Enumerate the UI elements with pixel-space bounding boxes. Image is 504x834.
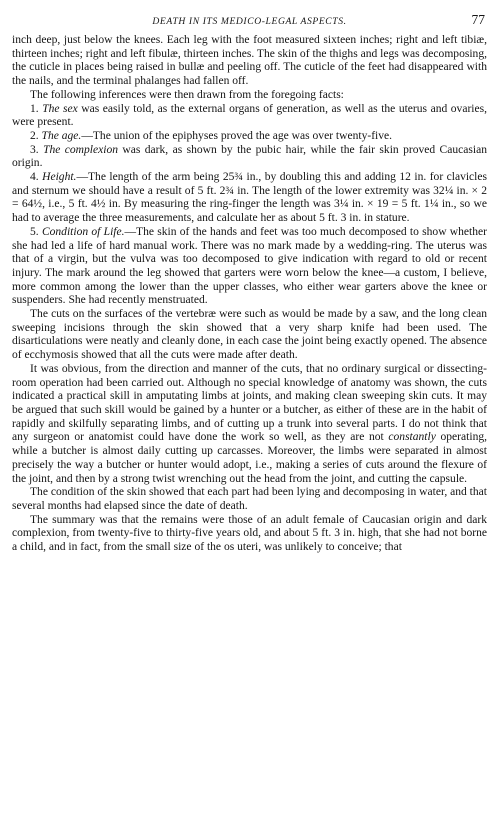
page-number: 77 (471, 12, 485, 27)
heading-height: Height. (42, 171, 77, 184)
paragraph-age: 2. The age.—The union of the epiphyses proved the age was over twenty-five. (30, 129, 393, 142)
heading-age: The age. (41, 129, 82, 142)
body-text (12, 34, 487, 555)
paragraph-cuts-analysis: It was obvious, from the direction and manner of the cuts, that no ordinary surgical or dissecting-room operation had been carried out. Although no special knowledge of anatomy was shown, the cuts indicated a practical skill in amputating limbs at joints, and making clean sweeping skin cuts. It may be argued that such skill would be gained by a hunter or a butcher, as either of these are in the habit of rapidly and skilfully separating limbs, and of cutting up a trunk into several parts. I do not think that any surgeon or anatomist could have done the work so well, as they are not constantly operating, while a butcher is almost daily cutting up carcasses. Moreover, the limbs were separated in almost precisely the way a butcher or hunter would adopt, i.e., making a series of cuts around the flexure of the joint, and then by a strong twist wrenching out the head from the joint, and cutting the capsule. (12, 362, 487, 485)
heading-condition-of-life: Condition of Life. (41, 225, 125, 238)
running-head: DEATH IN ITS MEDICO-LEGAL ASPECTS. (152, 16, 347, 27)
paragraph-skin-condition: The condition of the skin showed that each part had been lying and decomposing in water, and that several months had elapsed since the date of death. (12, 486, 487, 512)
paragraph-complexion: 3. The complexion was dark, as shown by the pubic hair, while the fair skin proved Caucasian origin. (12, 143, 487, 170)
heading-complexion: The complexion (43, 143, 119, 156)
paragraph-leg-measurements: inch deep, just below the knees. Each leg with the foot measured sixteen inches; right and left tibiæ, thirteen inches; right and left fibulæ, thirteen inches. The skin of the thighs and legs was decomposing, the cuticle in places being raised in bullæ and peeling off. The cuticle of the feet had disappeared with the nails, and the terminal phalanges had fallen off. (12, 34, 487, 88)
paragraph-height: 4. Height.—The length of the arm being 25¾ in., by doubling this and adding 12 in. for clavicles and sternum we should have a result of 5 ft. 2¾ in. The length of the lower extremity was 32¼ in. × 2 = 64½, i.e., 5 ft. 4½ in. By measuring the ring-finger the length was 3¼ in. × 19 = 5 ft. 1¼ in., so we had to average the three measurements, and calculate her as about 5 ft. 3 in. in stature. (12, 171, 488, 225)
paragraph-sex: 1. The sex was easily told, as the external organs of generation, as well as the uterus and ovaries, were present. (12, 102, 487, 129)
paragraph-summary: The summary was that the remains were those of an adult female of Caucasian origin and dark complexion, from twenty-five to thirty-five years old, and about 5 ft. 3 in. high, that she had not borne a child, and in fact, from the small size of the os uteri, was unlikely to conceive; that (12, 513, 487, 554)
paragraph-cuts-vertebrae: The cuts on the surfaces of the vertebræ were such as would be made by a saw, and the long clean sweeping incisions through the skin showed that a very sharp knife had been used. The disarticulations were neatly and cleanly done, in each case the joint being exactly opened. The absence of ecchymosis showed that all the cuts were made after death. (12, 308, 487, 362)
heading-sex: The sex (42, 102, 78, 115)
paragraph-condition-of-life: 5. Condition of Life.—The skin of the hands and feet was too much decomposed to show whether she had led a life of hard manual work. There was no mark made by a wedding-ring. The uterus was that of a virgin, but the vulva was too decomposed to give indication with regard to old or recent injury. The mark around the leg showed that garters were worn below the knee—a custom, I believe, more common among the lower than the upper classes, who either wear garters above the knee or suspenders. She had recently menstruated. (12, 225, 487, 307)
paragraph-inferences-intro: The following inferences were then drawn from the foregoing facts: (30, 88, 344, 101)
page-header (12, 10, 487, 30)
emphasis-constantly: constantly (388, 431, 436, 444)
